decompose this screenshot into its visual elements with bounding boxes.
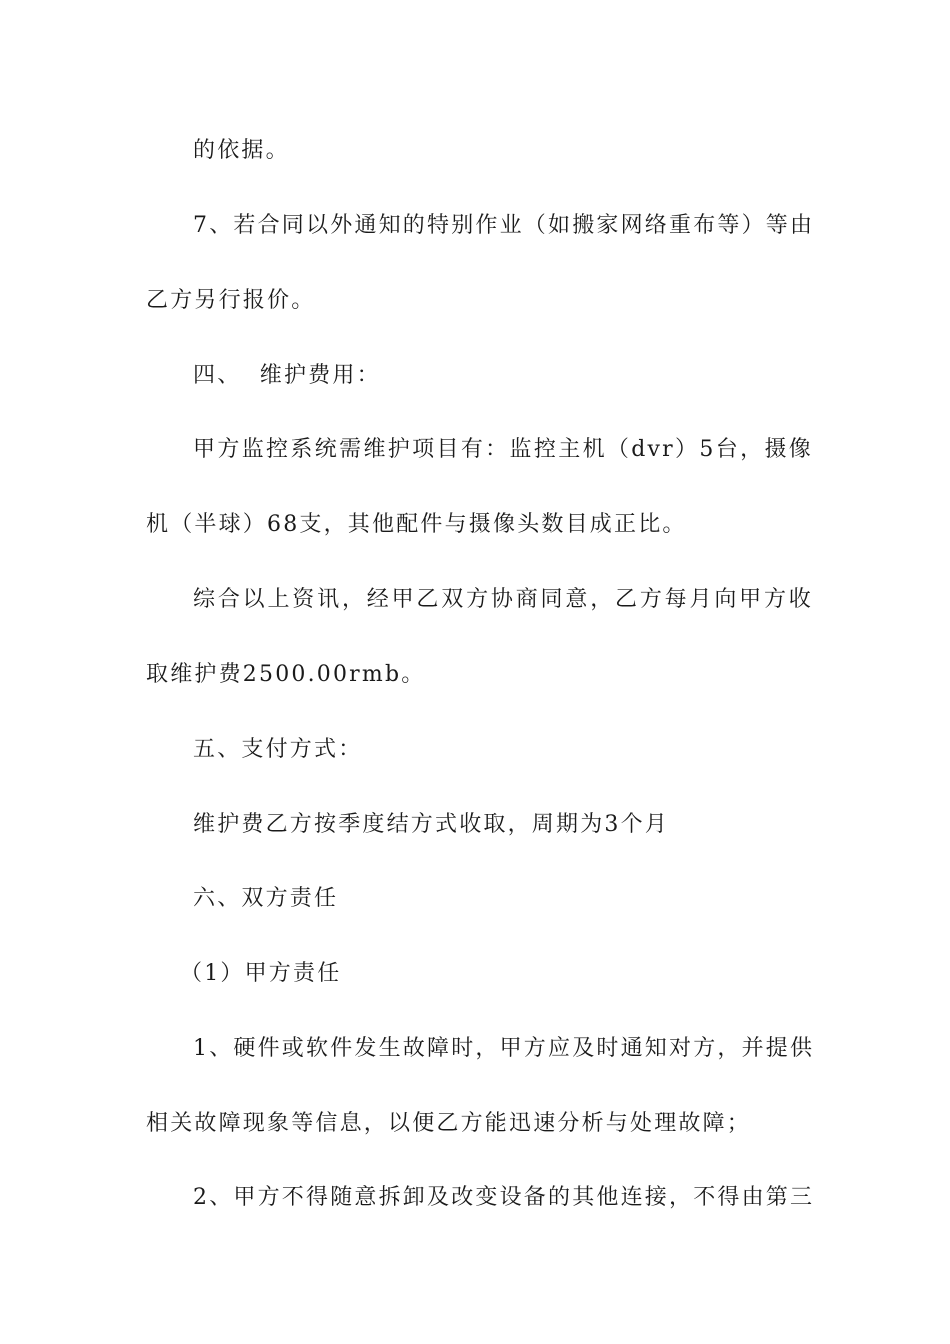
text-line: 1、硬件或软件发生故障时，甲方应及时通知对方，并提供 <box>193 1036 815 1061</box>
text-line: 机（半球）68支，其他配件与摄像头数目成正比。 <box>146 512 687 537</box>
section-heading: 五、支付方式： <box>193 737 363 762</box>
text-line: 乙方另行报价。 <box>146 288 316 313</box>
text-line: 综合以上资讯，经甲乙双方协商同意，乙方每月向甲方收 <box>193 587 813 612</box>
text-line: 的依据。 <box>193 138 290 163</box>
section-heading: 六、双方责任 <box>193 886 339 911</box>
section-heading: 四、 维护费用： <box>193 363 381 388</box>
text-line: 取维护费2500.00rmb。 <box>146 662 426 687</box>
text-line: 7、若合同以外通知的特别作业（如搬家网络重布等）等由 <box>193 213 815 238</box>
subsection-heading: （1）甲方责任 <box>180 961 342 986</box>
text-line: 2、甲方不得随意拆卸及改变设备的其他连接，不得由第三 <box>193 1185 815 1210</box>
text-line: 相关故障现象等信息，以便乙方能迅速分析与处理故障； <box>146 1111 752 1136</box>
text-line: 维护费乙方按季度结方式收取，周期为3个月 <box>193 812 669 837</box>
text-line: 甲方监控系统需维护项目有：监控主机（dvr）5台，摄像 <box>193 437 813 462</box>
